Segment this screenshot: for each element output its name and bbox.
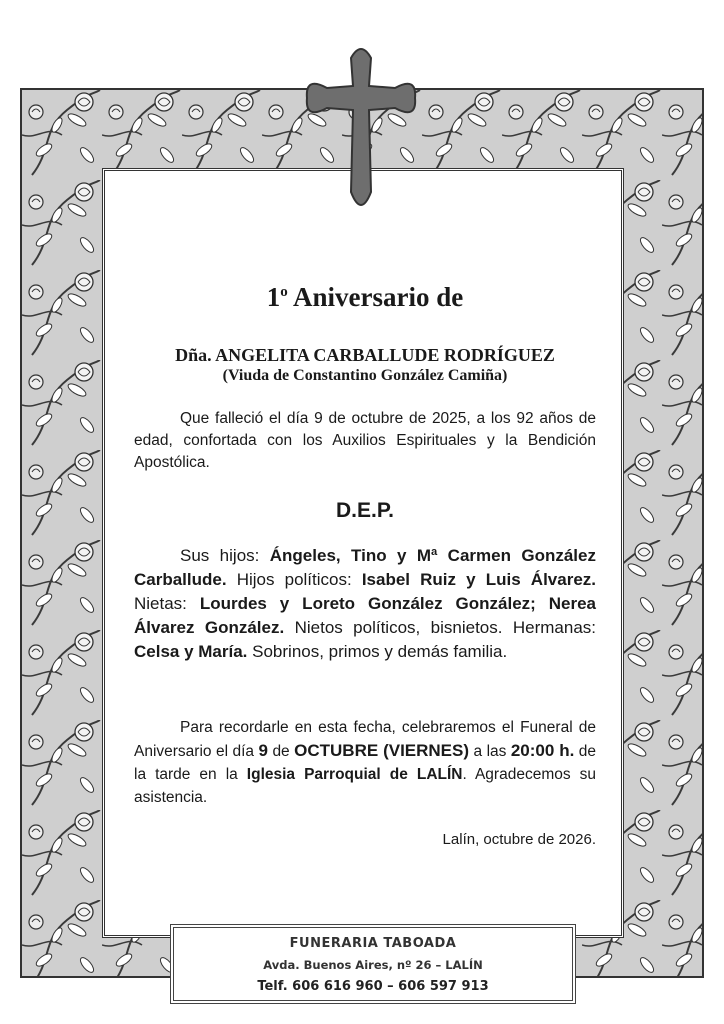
- anniversary-title-text: Aniversario de: [287, 282, 464, 312]
- place-date: Lalín, octubre de 2026.: [442, 831, 596, 848]
- family-text: Sus hijos:: [180, 546, 270, 565]
- family-text: Sobrinos, primos y demás familia.: [247, 642, 508, 661]
- mass-text: de: [267, 743, 295, 760]
- deceased-name: Dña. ANGELITA CARBALLUDE RODRÍGUEZ: [175, 345, 555, 365]
- family-children: Ángeles, Tino y Mª Carmen González Carballude.: [134, 546, 596, 589]
- mass-day: 9: [258, 741, 268, 760]
- family-paragraph: [134, 544, 596, 664]
- family-granddaughters: Lourdes y Loreto González González; Nerea Álvarez González.: [134, 594, 596, 637]
- mass-text: a las: [469, 743, 511, 760]
- anniversary-title: [134, 270, 596, 314]
- funeral-home-box: [170, 924, 576, 1004]
- funeral-home-address: Avda. Buenos Aires, nº 26 – LALÍN: [263, 958, 483, 972]
- family-in-laws: Isabel Ruiz y Luis Álvarez.: [361, 570, 596, 589]
- family-text: Hijos políticos:: [226, 570, 362, 589]
- mass-church: Iglesia Parroquial de LALÍN: [246, 766, 463, 783]
- mass-paragraph: [134, 716, 596, 809]
- ordinal-suffix: o: [280, 284, 288, 300]
- mass-time: 20:00 h.: [510, 741, 575, 760]
- notice-content: [134, 270, 596, 848]
- dep-heading: D.E.P.: [336, 499, 394, 522]
- death-paragraph: Que falleció el día 9 de octubre de 2025, a los 92 años de edad, confortada con los Auxilios Espirituales y la Bendición Apostólica.: [134, 410, 596, 471]
- family-text: Nietos políticos, bisnietos. Hermanas:: [284, 618, 596, 637]
- mass-text: Para recordarle en esta fecha, celebraremos el Funeral de Aniversario el día: [134, 719, 596, 760]
- funeral-home-phone: Telf. 606 616 960 – 606 597 913: [257, 979, 489, 994]
- family-text: Nietas:: [134, 594, 200, 613]
- funeral-home-name: FUNERARIA TABOADA: [289, 936, 457, 951]
- mass-text: de la tarde en la: [134, 743, 597, 783]
- mass-text: . Agradecemos su asistencia.: [134, 766, 596, 806]
- cross-icon: [305, 42, 417, 214]
- family-sisters: Celsa y María.: [134, 642, 248, 661]
- anniversary-ordinal: 1: [266, 282, 281, 312]
- mass-month: OCTUBRE (VIERNES): [294, 741, 470, 760]
- deceased-note: (Viuda de Constantino González Camiña): [222, 367, 508, 384]
